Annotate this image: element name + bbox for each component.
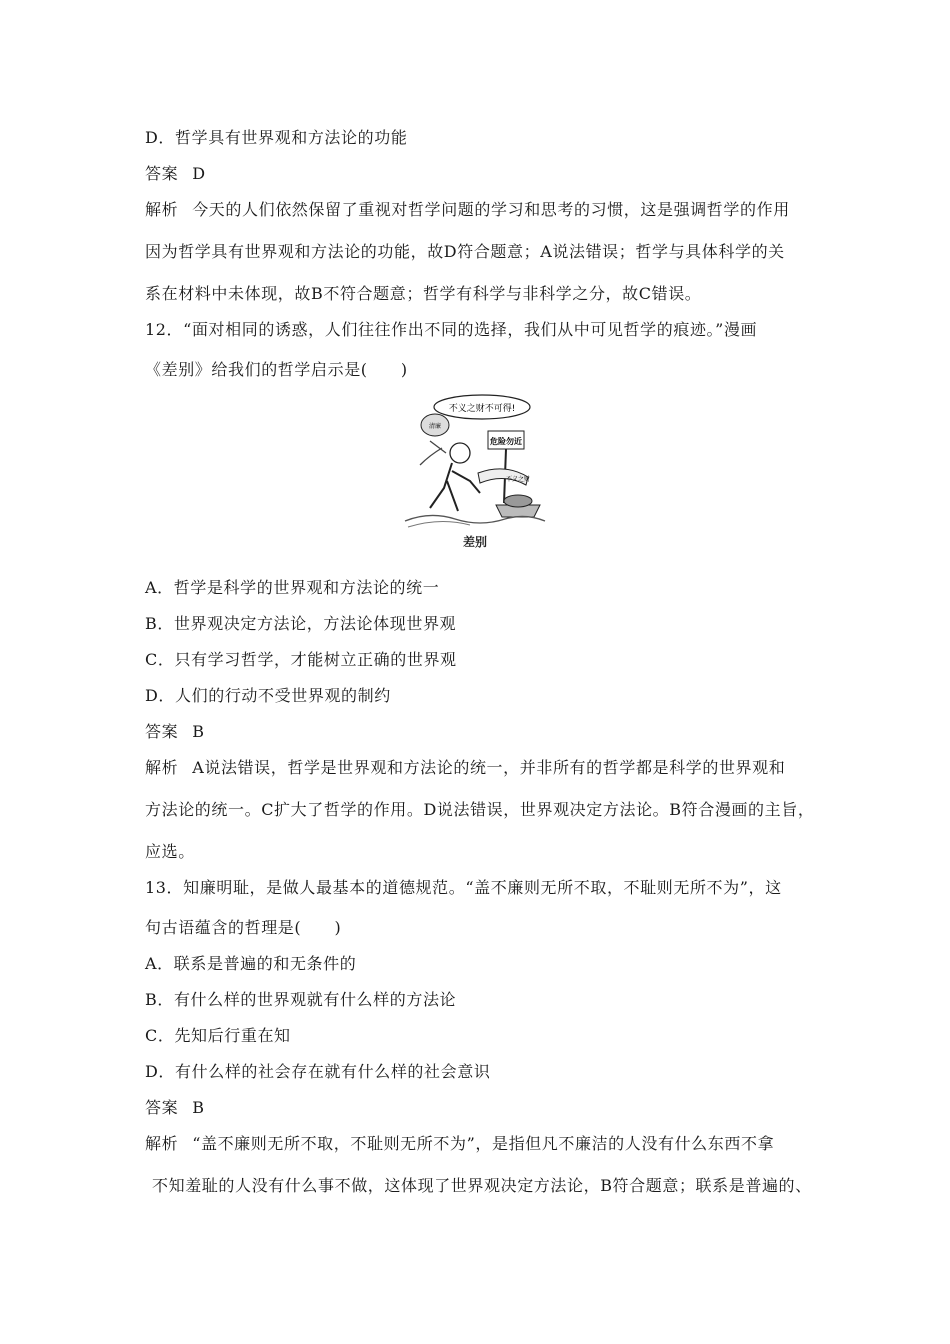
answer-label: 答案 [145, 164, 179, 183]
analysis-text: A说法错误，哲学是世界观和方法论的统一，并非所有的哲学都是科学的世界观和 [192, 758, 786, 777]
q12-analysis-line-2: 方法论的统一。C扩大了哲学的作用。D说法错误，世界观决定方法论。B符合漫画的主旨， [145, 800, 815, 819]
q12-answer [145, 722, 950, 742]
q11-analysis-line-1 [145, 200, 950, 220]
q13-option-d: D．有什么样的社会存在就有什么样的社会意识 [145, 1062, 491, 1081]
figure-caption: 差别 [462, 535, 487, 549]
water-ripple [408, 521, 470, 527]
q11-answer [145, 164, 950, 184]
q13-option-a: A．联系是普遍的和无条件的 [145, 954, 357, 973]
banner-text: 不义之财 [505, 476, 531, 483]
second-figure [420, 441, 446, 465]
analysis-label: 解析 [145, 200, 179, 219]
q12-option-d: D．人们的行动不受世界观的制约 [145, 686, 391, 705]
q11-analysis-line-2: 因为哲学具有世界观和方法论的功能，故D符合题意；A说法错误；哲学与具体科学的关 [145, 242, 785, 261]
sack-text: 清廉 [428, 423, 442, 430]
q13-stem-line-1: 13．知廉明耻，是做人最基本的道德规范。“盖不廉则无所不取，不耻则无所不为”，这 [145, 878, 782, 897]
q11-option-d: D．哲学具有世界观和方法论的功能 [145, 128, 408, 147]
answer-value: B [192, 722, 205, 741]
water [405, 515, 545, 523]
q12-analysis-line-1 [145, 758, 950, 778]
answer-value: D [192, 164, 206, 183]
q12-stem-line-1: 12．“面对相同的诱惑，人们往往作出不同的选择，我们从中可见哲学的痕迹。”漫画 [145, 320, 758, 339]
q13-analysis-line-1 [145, 1134, 950, 1154]
treasure [504, 495, 532, 507]
q13-analysis-line-2: 不知羞耻的人没有什么事不做，这体现了世界观决定方法论，B符合题意；联系是普遍的、 [152, 1176, 812, 1195]
cartoon-figure [400, 393, 550, 553]
answer-value: B [192, 1098, 205, 1117]
q11-analysis-line-3: 系在材料中未体现，故B不符合题意；哲学有科学与非科学之分，故C错误。 [145, 284, 702, 303]
q13-stem-line-2: 句古语蕴含的哲理是( ) [145, 918, 342, 937]
q13-answer [145, 1098, 950, 1118]
q12-option-b: B．世界观决定方法论，方法论体现世界观 [145, 614, 457, 633]
person-body [430, 463, 480, 511]
analysis-label: 解析 [145, 758, 179, 777]
analysis-text: 今天的人们依然保留了重视对哲学问题的学习和思考的习惯，这是强调哲学的作用 [192, 200, 790, 219]
q12-stem-line-2: 《差别》给我们的哲学启示是( ) [145, 360, 408, 379]
q12-option-a: A．哲学是科学的世界观和方法论的统一 [145, 578, 440, 597]
q13-option-c: C．先知后行重在知 [145, 1026, 291, 1045]
analysis-text: “盖不廉则无所不取，不耻则无所不为”，是指但凡不廉洁的人没有什么东西不拿 [192, 1134, 775, 1153]
answer-label: 答案 [145, 722, 179, 741]
analysis-label: 解析 [145, 1134, 179, 1153]
answer-label: 答案 [145, 1098, 179, 1117]
cartoon-illustration [400, 393, 550, 533]
person-head [450, 443, 470, 463]
q13-option-b: B．有什么样的世界观就有什么样的方法论 [145, 990, 457, 1009]
speech-bubble-text: 不义之财不可得! [448, 404, 516, 414]
q12-option-c: C．只有学习哲学，才能树立正确的世界观 [145, 650, 457, 669]
q12-analysis-line-3: 应选。 [145, 842, 195, 861]
warning-sign-text: 危险勿近 [490, 437, 522, 446]
